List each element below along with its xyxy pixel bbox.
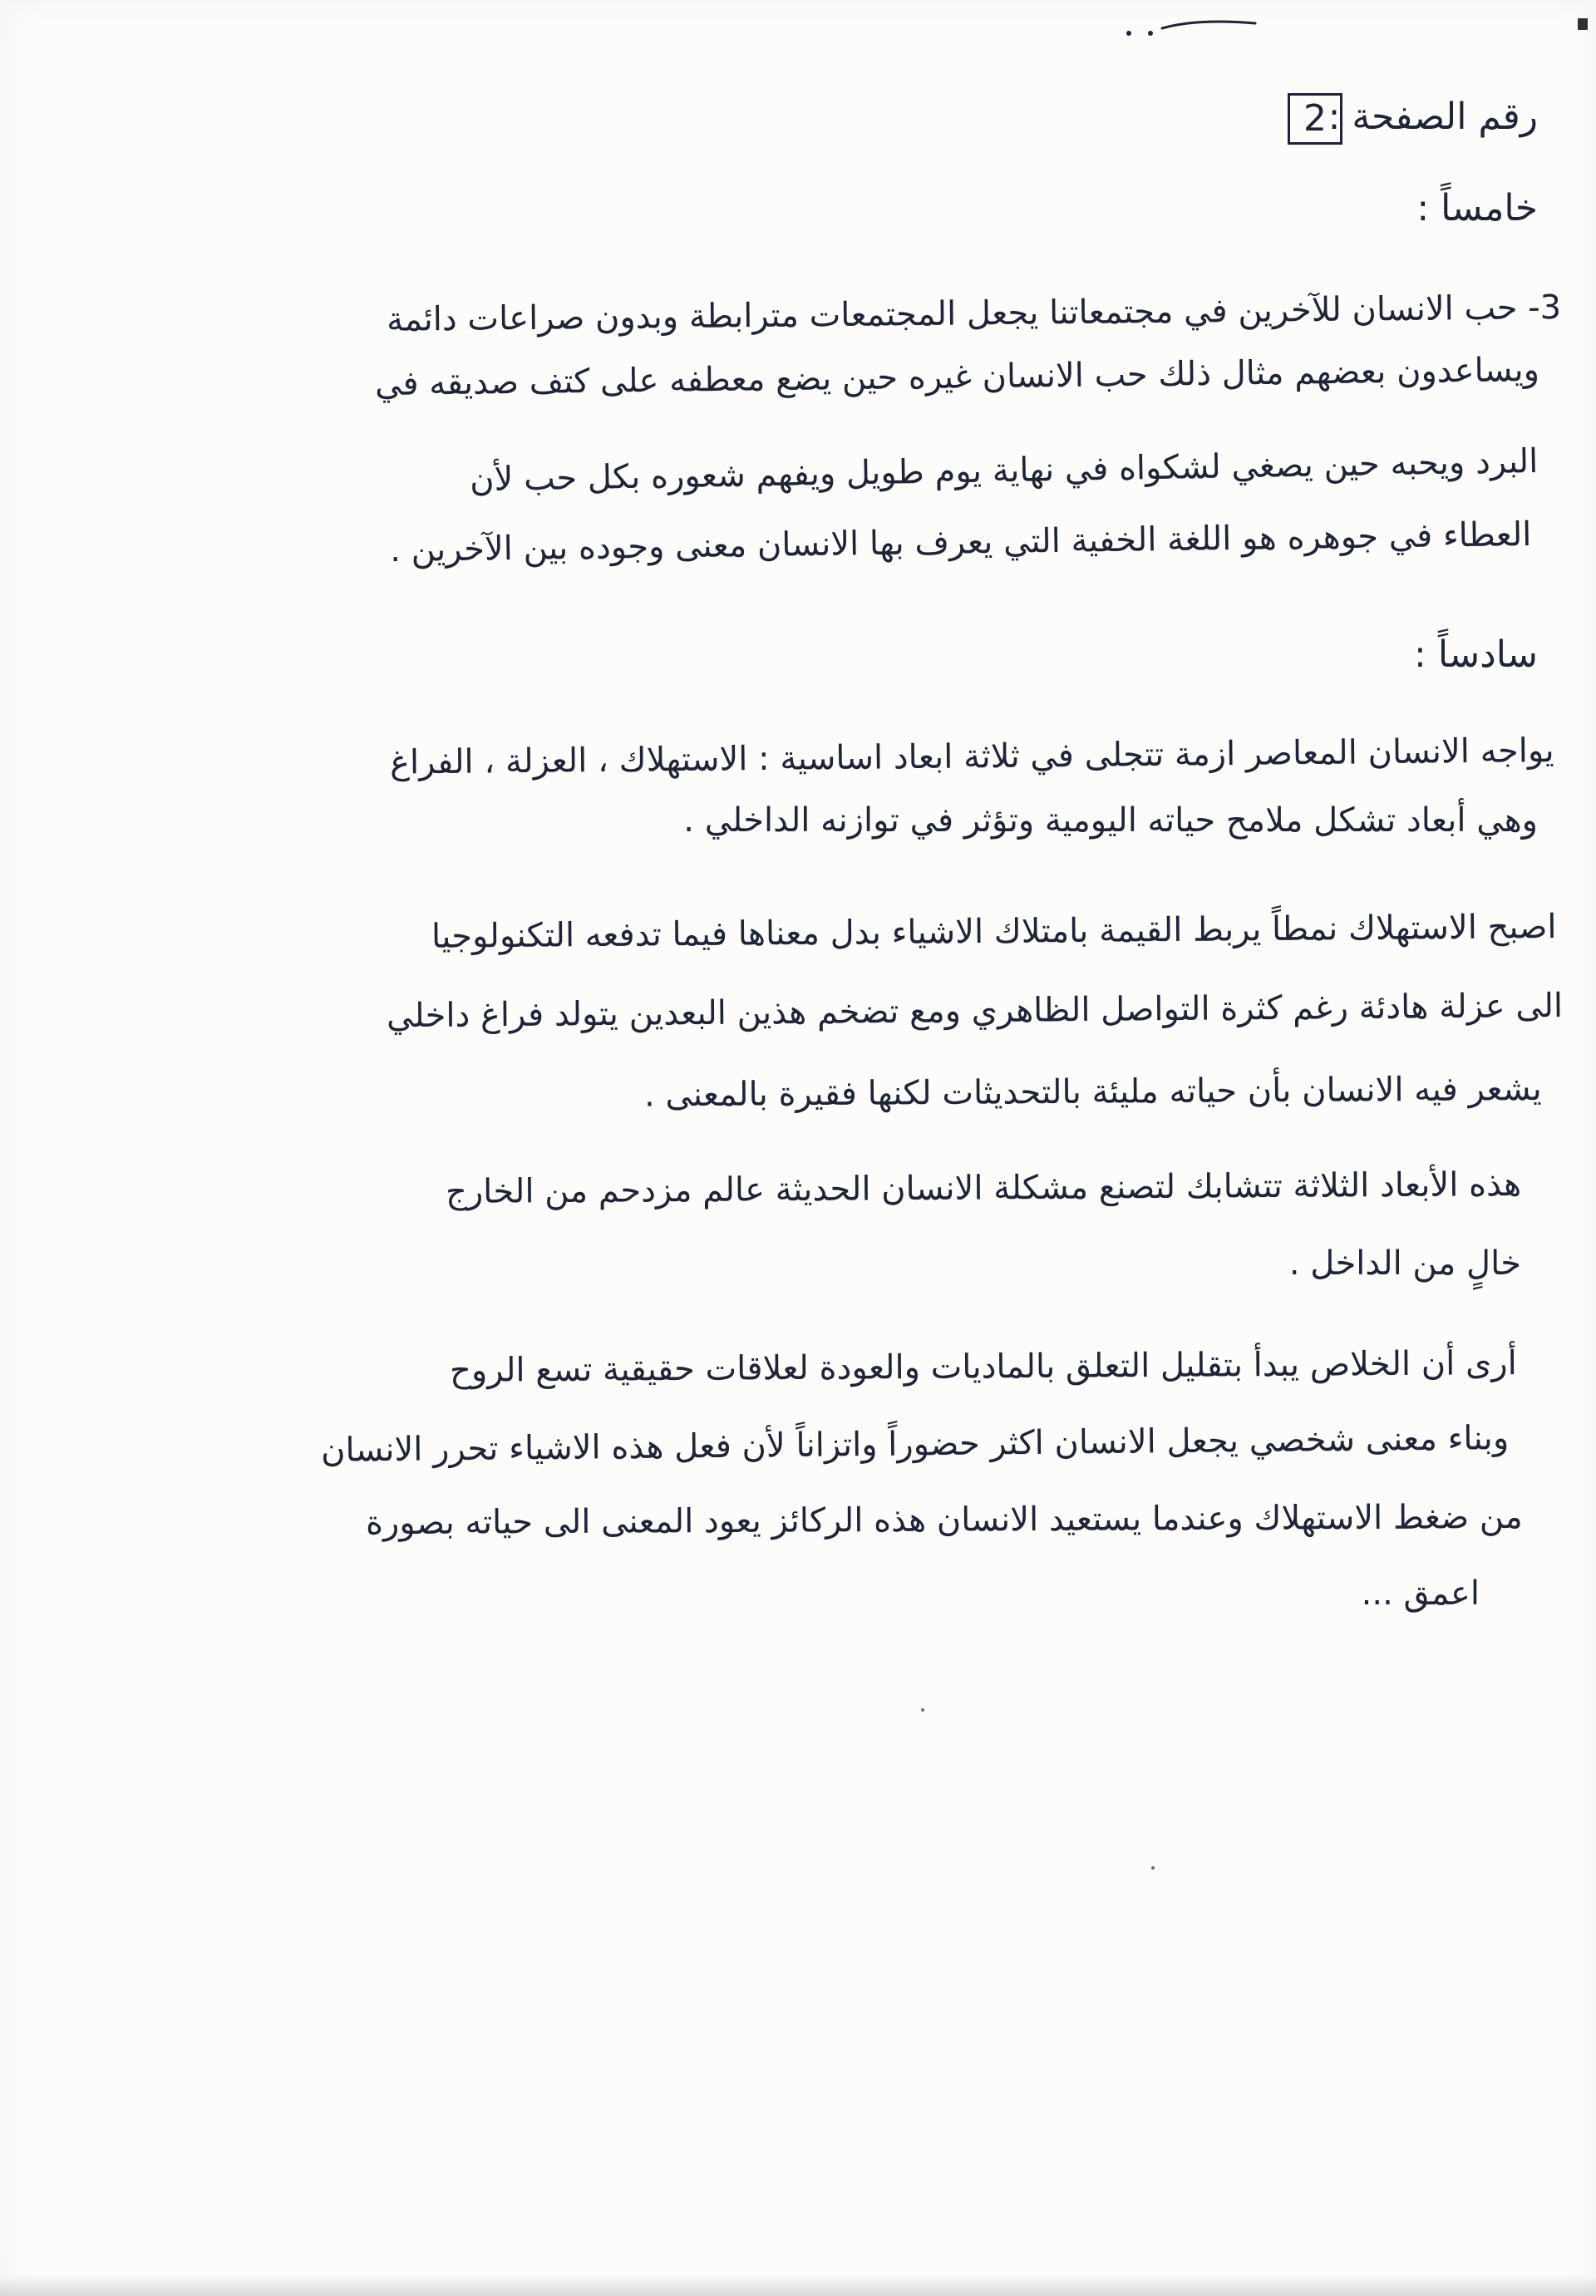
corner-mark <box>1578 18 1588 30</box>
section-6-heading: سادساً : <box>1414 633 1538 676</box>
section-6-para-4-line-2: وبناء معنى شخصي يجعل الانسان اكثر حضوراً واتزاناً لأن فعل هذه الاشياء تحرر الانسان <box>320 1419 1510 1470</box>
page-bottom-shadow <box>0 2274 1596 2296</box>
section-5-line-1: 3- حب الانسان للآخرين في مجتمعاتنا يجعل المجتمعات مترابطة وبدون صراعات دائمة <box>386 288 1562 339</box>
section-6-para-3-line-2: خالٍ من الداخل . <box>1288 1244 1521 1283</box>
section-6-para-1-line-1: يواجه الانسان المعاصر ازمة تتجلى في ثلاثة ابعاد اساسية : الاستهلاك ، العزلة ، الفراغ <box>390 732 1555 782</box>
ink-speck <box>1151 1866 1155 1870</box>
section-6-para-3-line-1: هذه الأبعاد الثلاثة تتشابك لتصنع مشكلة الانسان الحديثة عالم مزدحم من الخارج <box>445 1165 1522 1212</box>
section-6-para-4-line-1: أرى أن الخلاص يبدأ بتقليل التعلق بالماديات والعودة لعلاقات حقيقية تسع الروح <box>450 1344 1518 1390</box>
pen-stroke-mark <box>1122 15 1264 40</box>
section-5-heading: خامساً : <box>1416 187 1538 229</box>
section-5-line-3: البرد ويحبه حين يصغي لشكواه في نهاية يوم طويل ويفهم شعوره بكل حب لأن <box>469 442 1539 500</box>
section-6-para-2-line-2: الى عزلة هادئة رغم كثرة التواصل الظاهري ومع تضخم هذين البعدين يتولد فراغ داخلي <box>386 987 1564 1036</box>
ink-speck <box>921 1708 924 1712</box>
section-5-line-4: العطاء في جوهره هو اللغة الخفية التي يعرف بها الانسان معنى وجوده بين الآخرين . <box>389 515 1532 570</box>
section-6-para-4-line-3: من ضغط الاستهلاك وعندما يستعيد الانسان هذه الركائز يعود المعنى الى حياته بصورة <box>366 1498 1524 1543</box>
section-6-para-4-line-4: اعمق ... <box>1361 1574 1480 1613</box>
section-6-para-2-line-1: اصبح الاستهلاك نمطاً يربط القيمة بامتلاك الاشياء بدل معناها فيما تدفعه التكنولوجيا <box>431 908 1557 956</box>
section-5-line-2: ويساعدون بعضهم مثال ذلك حب الانسان غيره حين يضع معطفه على كتف صديقه في <box>374 351 1540 404</box>
page-number-label: رقم الصفحة : <box>1328 96 1538 138</box>
section-6-para-1-line-2: وهي أبعاد تشكل ملامح حياته اليومية وتؤثر في توازنه الداخلي . <box>683 801 1538 840</box>
section-6-para-2-line-3: يشعر فيه الانسان بأن حياته مليئة بالتحديثات لكنها فقيرة بالمعنى . <box>644 1070 1543 1115</box>
page-number-box: 2 <box>1288 93 1342 145</box>
